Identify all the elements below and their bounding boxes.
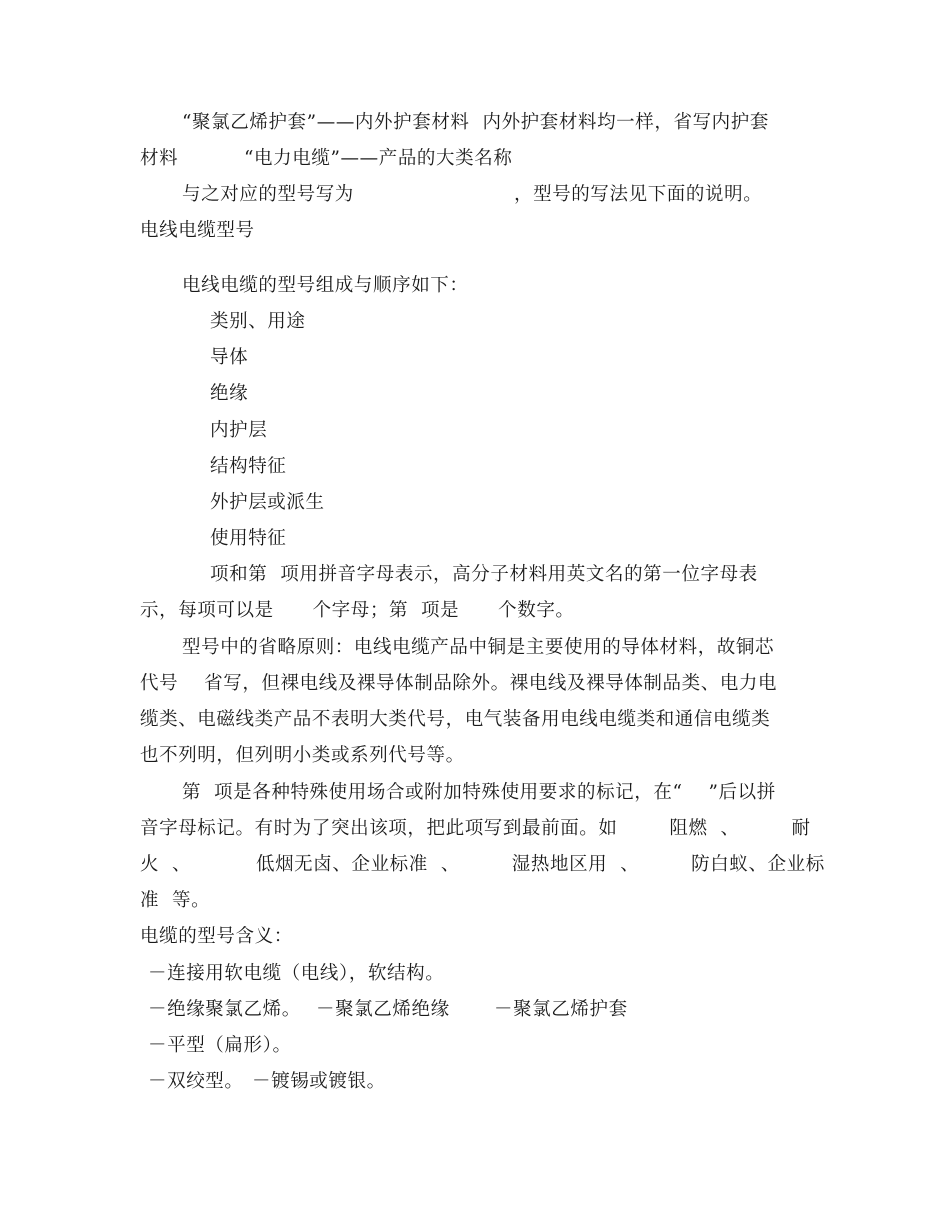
order-intro: 电线电缆的型号组成与顺序如下： [182, 275, 469, 296]
meaning-line4-a: －双绞型。 [148, 1071, 244, 1092]
order-item: 使用特征 [210, 528, 287, 549]
para2-start: 与之对应的型号写为 [182, 184, 354, 205]
para3-line1: 项和第 项用拼音字母表示，高分子材料用英文名的第一位字母表 [210, 564, 758, 585]
para3-line2: 示，每项可以是 个字母；第 项是 个数字。 [140, 600, 575, 621]
para4-line4: 也不列明，但列明小类或系列代号等。 [140, 745, 465, 766]
para4-line3: 缆类、电磁线类产品不表明大类代号，电气装备用电线电缆类和通信电缆类 [140, 709, 771, 730]
order-item: 内护层 [210, 420, 268, 441]
heading-cable-meaning: 电缆的型号含义： [140, 926, 293, 947]
order-item: 导体 [210, 347, 249, 368]
para5-line1: 第 项是各种特殊使用场合或附加特殊使用要求的标记，在“ ”后以拼 [182, 782, 776, 803]
para1-line2-end: “电力电缆”——产品的大类名称 [244, 148, 513, 169]
order-item: 绝缘 [210, 383, 249, 404]
para5-line2: 音字母标记。有时为了突出该项，把此项写到最前面。如 阻燃 、 耐 [140, 818, 811, 839]
heading-cable-model: 电线电缆型号 [140, 220, 255, 241]
order-item: 结构特征 [210, 456, 287, 477]
para1-line2-start: 材料 [140, 148, 179, 169]
meaning-line1: －连接用软电缆（电线），软结构。 [148, 963, 445, 984]
order-item: 外护层或派生 [210, 492, 325, 513]
meaning-line3: －平型（扁形）。 [148, 1035, 292, 1056]
para1-line1: “聚氯乙烯护套”——内外护套材料 内外护套材料均一样，省写内护套 [182, 112, 769, 133]
para2-end: ，型号的写法见下面的说明。 [514, 184, 763, 205]
para4-line1: 型号中的省略原则：电线电缆产品中铜是主要使用的导体材料，故铜芯 [182, 637, 775, 658]
para5-line4: 准 等。 [140, 890, 211, 911]
meaning-line2-b: －聚氯乙烯绝缘 [316, 999, 450, 1020]
meaning-line4-b: －镀锡或镀银。 [252, 1071, 386, 1092]
para5-line3: 火 、 低烟无卤、企业标准 、 湿热地区用 、 防白蚁、企业标 [140, 854, 825, 875]
meaning-line2-c: －聚氯乙烯护套 [494, 999, 628, 1020]
meaning-line2-a: －绝缘聚氯乙烯。 [148, 999, 301, 1020]
order-item: 类别、用途 [210, 311, 306, 332]
para4-line2: 代号 省写，但裸电线及裸导体制品除外。裸电线及裸导体制品类、电力电 [140, 673, 778, 694]
